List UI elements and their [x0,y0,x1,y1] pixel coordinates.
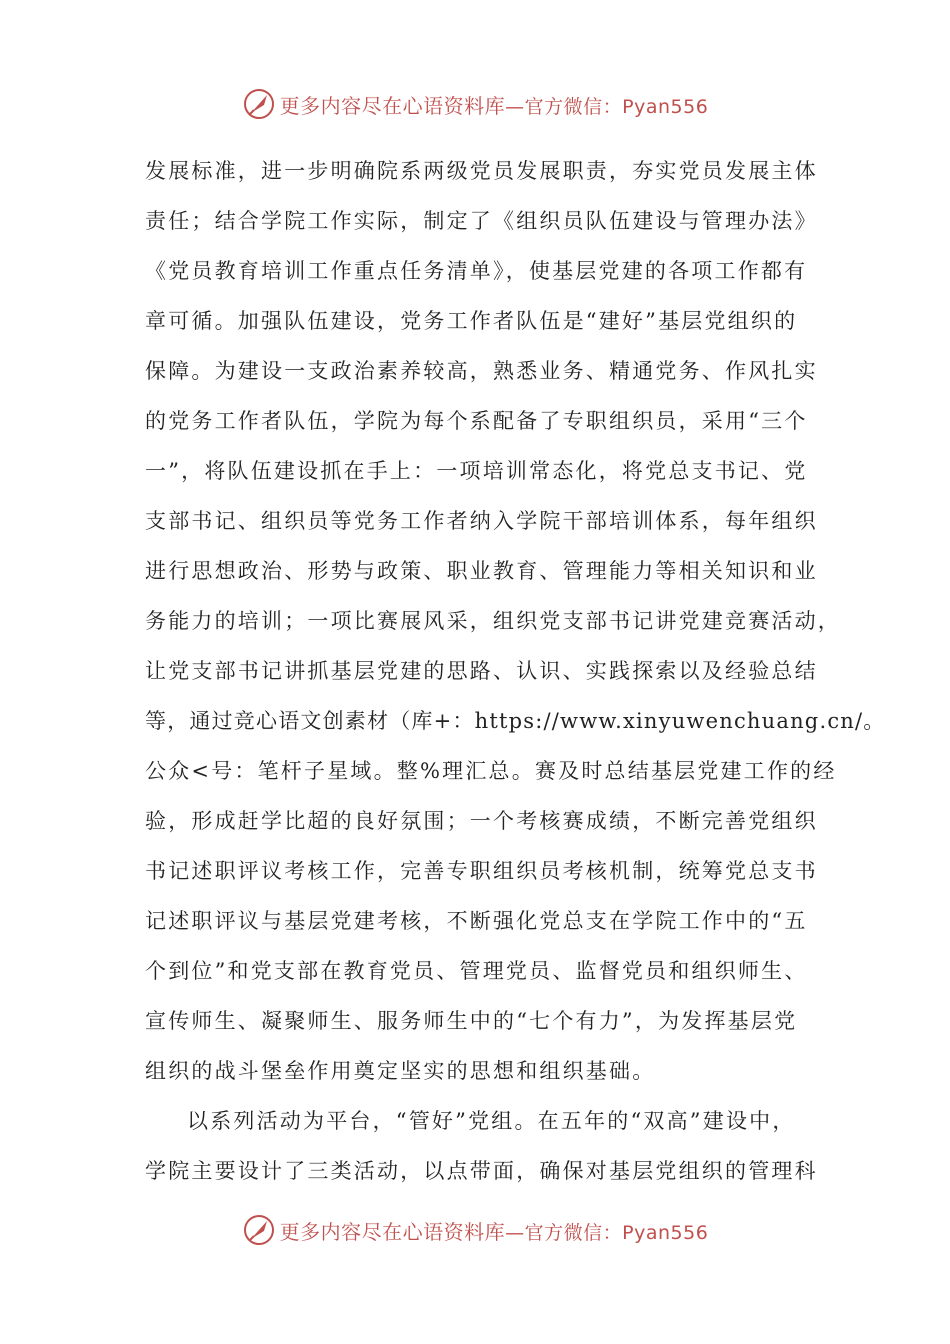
quill-logo-icon [242,87,276,121]
text-line: 发展标准，进一步明确院系两级党员发展职责，夯实党员发展主体 [145,159,818,183]
text-line: 书记述职评议考核工作，完善专职组织员考核机制，统筹党总支书 [145,859,818,883]
watermark-text [280,90,709,119]
text-line: 个到位”和党支部在教育党员、管理党员、监督党员和组织师生、 [145,959,808,983]
text-line: 让党支部书记讲抓基层党建的思路、认识、实践探索以及经验总结 [145,659,818,683]
footer-watermark [0,1210,950,1250]
watermark-site: 更多内容尽在心语资料库 [279,93,506,118]
paragraph-start-line: 以系列活动为平台，“管好”党组。在五年的“双高”建设中， [187,1109,796,1133]
watermark-text [280,1216,709,1245]
text-line: 责任；结合学院工作实际，制定了《组织员队伍建设与管理办法》 [145,209,818,233]
text-line: 章可循。加强队伍建设，党务工作者队伍是“建好”基层党组织的 [145,309,798,333]
watermark-site: 更多内容尽在心语资料库 [279,1219,506,1244]
watermark-wechat: —官方微信：Pyan556 [505,95,709,118]
quill-logo-icon [242,1213,276,1247]
document-body [145,146,886,1196]
text-line: 一”，将队伍建设抓在手上：一项培训常态化，将党总支书记、党 [145,459,808,483]
text-line: 组织的战斗堡垒作用奠定坚实的思想和组织基础。 [145,1059,656,1083]
header-watermark [0,84,950,124]
text-line-with-link: 等，通过竞心语文创素材（库+：https://www.xinyuwenchuang.cn/。 [145,709,886,733]
text-line: 务能力的培训；一项比赛展风采，组织党支部书记讲党建竞赛活动， [145,609,841,633]
text-line: 宣传师生、凝聚师生、服务师生中的“七个有力”，为发挥基层党 [145,1009,798,1033]
text-line: 学院主要设计了三类活动，以点带面，确保对基层党组织的管理科 [145,1159,818,1183]
text-line: 保障。为建设一支政治素养较高，熟悉业务、精通党务、作风扎实 [145,359,818,383]
text-line: 的党务工作者队伍，学院为每个系配备了专职组织员，采用“三个 [145,409,808,433]
text-line: 公众<号：笔杆子星域。整%理汇总。赛及时总结基层党建工作的经 [145,759,837,783]
text-line: 进行思想政治、形势与政策、职业教育、管理能力等相关知识和业 [145,559,818,583]
text-line: 支部书记、组织员等党务工作者纳入学院干部培训体系，每年组织 [145,509,818,533]
text-line: 验，形成赶学比超的良好氛围；一个考核赛成绩，不断完善党组织 [145,809,818,833]
text-line: 记述职评议与基层党建考核，不断强化党总支在学院工作中的“五 [145,909,808,933]
text-line: 《党员教育培训工作重点任务清单》，使基层党建的各项工作都有 [145,259,808,283]
watermark-wechat: —官方微信：Pyan556 [505,1221,709,1244]
